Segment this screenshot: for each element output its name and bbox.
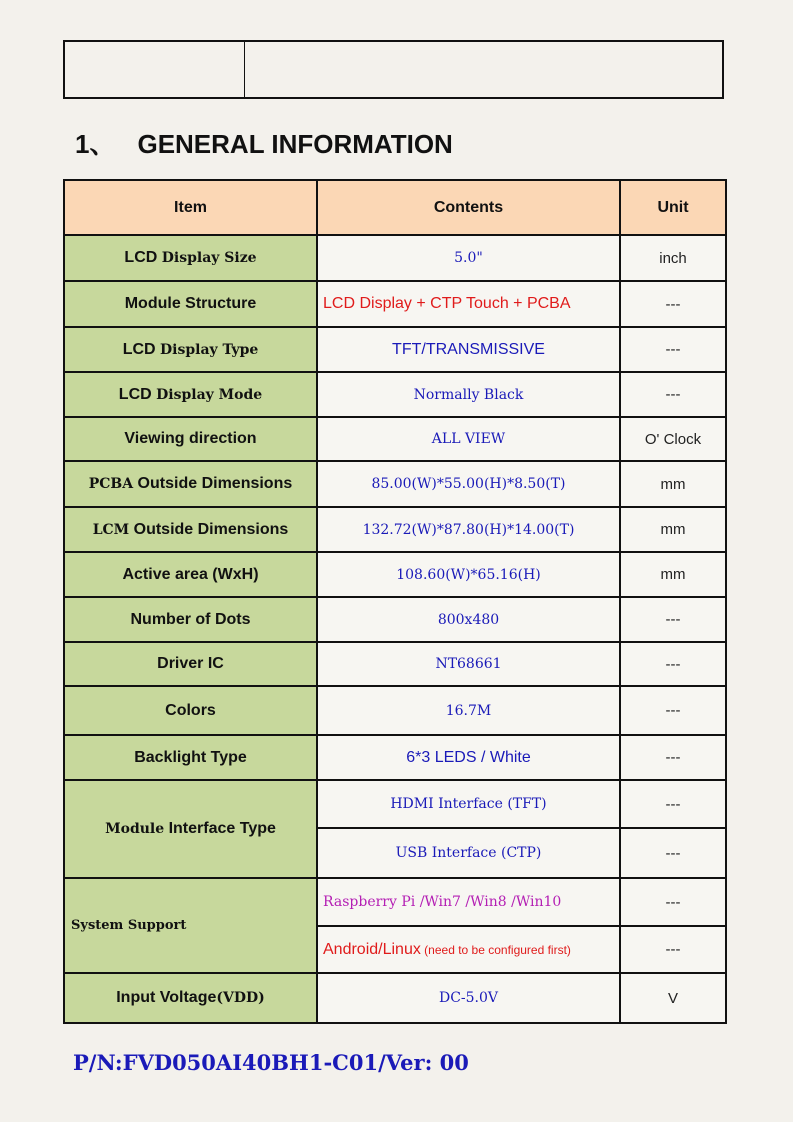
section-title-text: GENERAL INFORMATION: [137, 129, 453, 159]
row-item: [64, 327, 317, 372]
table-row: [64, 372, 726, 417]
table-row: [64, 327, 726, 372]
item-part: LCD: [124, 249, 162, 266]
item-part: Outside Dimensions: [129, 520, 289, 538]
item-part: LCD: [118, 385, 157, 403]
row-unit: ---: [620, 372, 726, 417]
row-unit: inch: [620, 235, 726, 281]
row-contents: USB Interface (CTP): [317, 828, 620, 878]
general-info-table: [63, 179, 727, 1024]
row-item: [64, 235, 317, 281]
item-part: LCM: [92, 521, 130, 538]
row-item: Backlight Type: [64, 735, 317, 780]
row-unit: ---: [620, 735, 726, 780]
contents-note: (need to be configured first): [420, 942, 571, 957]
table-row: [64, 281, 726, 327]
row-unit: ---: [620, 597, 726, 642]
row-unit: ---: [620, 686, 726, 735]
item-part: Display Size: [161, 250, 257, 266]
row-item: System Support: [64, 878, 317, 973]
row-contents: 6*3 LEDS / White: [317, 735, 620, 780]
section-title: [75, 124, 453, 161]
row-unit: mm: [620, 552, 726, 597]
row-unit: ---: [620, 281, 726, 327]
row-unit: mm: [620, 507, 726, 552]
row-contents: LCD Display + CTP Touch + PCBA: [317, 281, 620, 327]
item-part: Input Voltage: [116, 989, 217, 1006]
row-contents: 108.60(W)*65.16(H): [317, 552, 620, 597]
table-row: [64, 235, 726, 281]
table-row: [64, 461, 726, 507]
item-part: Display Type: [160, 341, 259, 358]
contents-part: Android/Linux: [323, 940, 421, 958]
row-item: Colors: [64, 686, 317, 735]
item-part: Module: [105, 821, 165, 837]
row-item: [64, 507, 317, 552]
row-contents: 800x480: [317, 597, 620, 642]
table-row: [64, 973, 726, 1023]
row-item: Active area (WxH): [64, 552, 317, 597]
row-unit: ---: [620, 828, 726, 878]
row-item: [64, 973, 317, 1023]
row-unit: O' Clock: [620, 417, 726, 461]
item-part: Interface Type: [164, 820, 276, 837]
item-part: PCBA: [88, 476, 134, 492]
row-contents: HDMI Interface (TFT): [317, 780, 620, 828]
row-item: [64, 461, 317, 507]
row-unit: ---: [620, 926, 726, 973]
item-part: (VDD): [216, 990, 265, 1006]
table-row: [64, 507, 726, 552]
header-cell-right: [245, 42, 722, 97]
table-row: [64, 780, 726, 828]
footer-part-number: P/N:FVD050AI40BH1-C01/Ver: 00: [73, 1050, 469, 1075]
table-row: [64, 878, 726, 926]
table-row: [64, 686, 726, 735]
row-unit: ---: [620, 642, 726, 686]
item-part: Display Mode: [156, 386, 263, 403]
table-row: [64, 597, 726, 642]
header-item: Item: [64, 180, 317, 235]
row-contents: 16.7M: [317, 686, 620, 735]
row-item: Driver IC: [64, 642, 317, 686]
item-part: LCD: [122, 340, 161, 358]
header-contents: Contents: [317, 180, 620, 235]
header-cell-left: [65, 42, 245, 97]
table-header-row: [64, 180, 726, 235]
row-contents: 85.00(W)*55.00(H)*8.50(T): [317, 461, 620, 507]
row-unit: V: [620, 973, 726, 1023]
row-contents: NT68661: [317, 642, 620, 686]
row-contents: 5.0": [317, 235, 620, 281]
table-row: [64, 642, 726, 686]
row-contents: [317, 926, 620, 973]
table-row: [64, 552, 726, 597]
item-part: Outside Dimensions: [133, 475, 293, 492]
row-item: [64, 780, 317, 878]
row-unit: ---: [620, 327, 726, 372]
header-box: [63, 40, 724, 99]
row-item: Viewing direction: [64, 417, 317, 461]
row-unit: mm: [620, 461, 726, 507]
row-contents: ALL VIEW: [317, 417, 620, 461]
table-row: [64, 735, 726, 780]
row-unit: ---: [620, 878, 726, 926]
row-unit: ---: [620, 780, 726, 828]
header-unit: Unit: [620, 180, 726, 235]
row-contents: 132.72(W)*87.80(H)*14.00(T): [317, 507, 620, 552]
row-item: Number of Dots: [64, 597, 317, 642]
table-row: [64, 417, 726, 461]
row-item: Module Structure: [64, 281, 317, 327]
row-contents: Raspberry Pi /Win7 /Win8 /Win10: [317, 878, 620, 926]
section-number: 1、: [75, 129, 116, 159]
row-item: [64, 372, 317, 417]
row-contents: Normally Black: [317, 372, 620, 417]
row-contents: DC-5.0V: [317, 973, 620, 1023]
row-contents: TFT/TRANSMISSIVE: [317, 327, 620, 372]
